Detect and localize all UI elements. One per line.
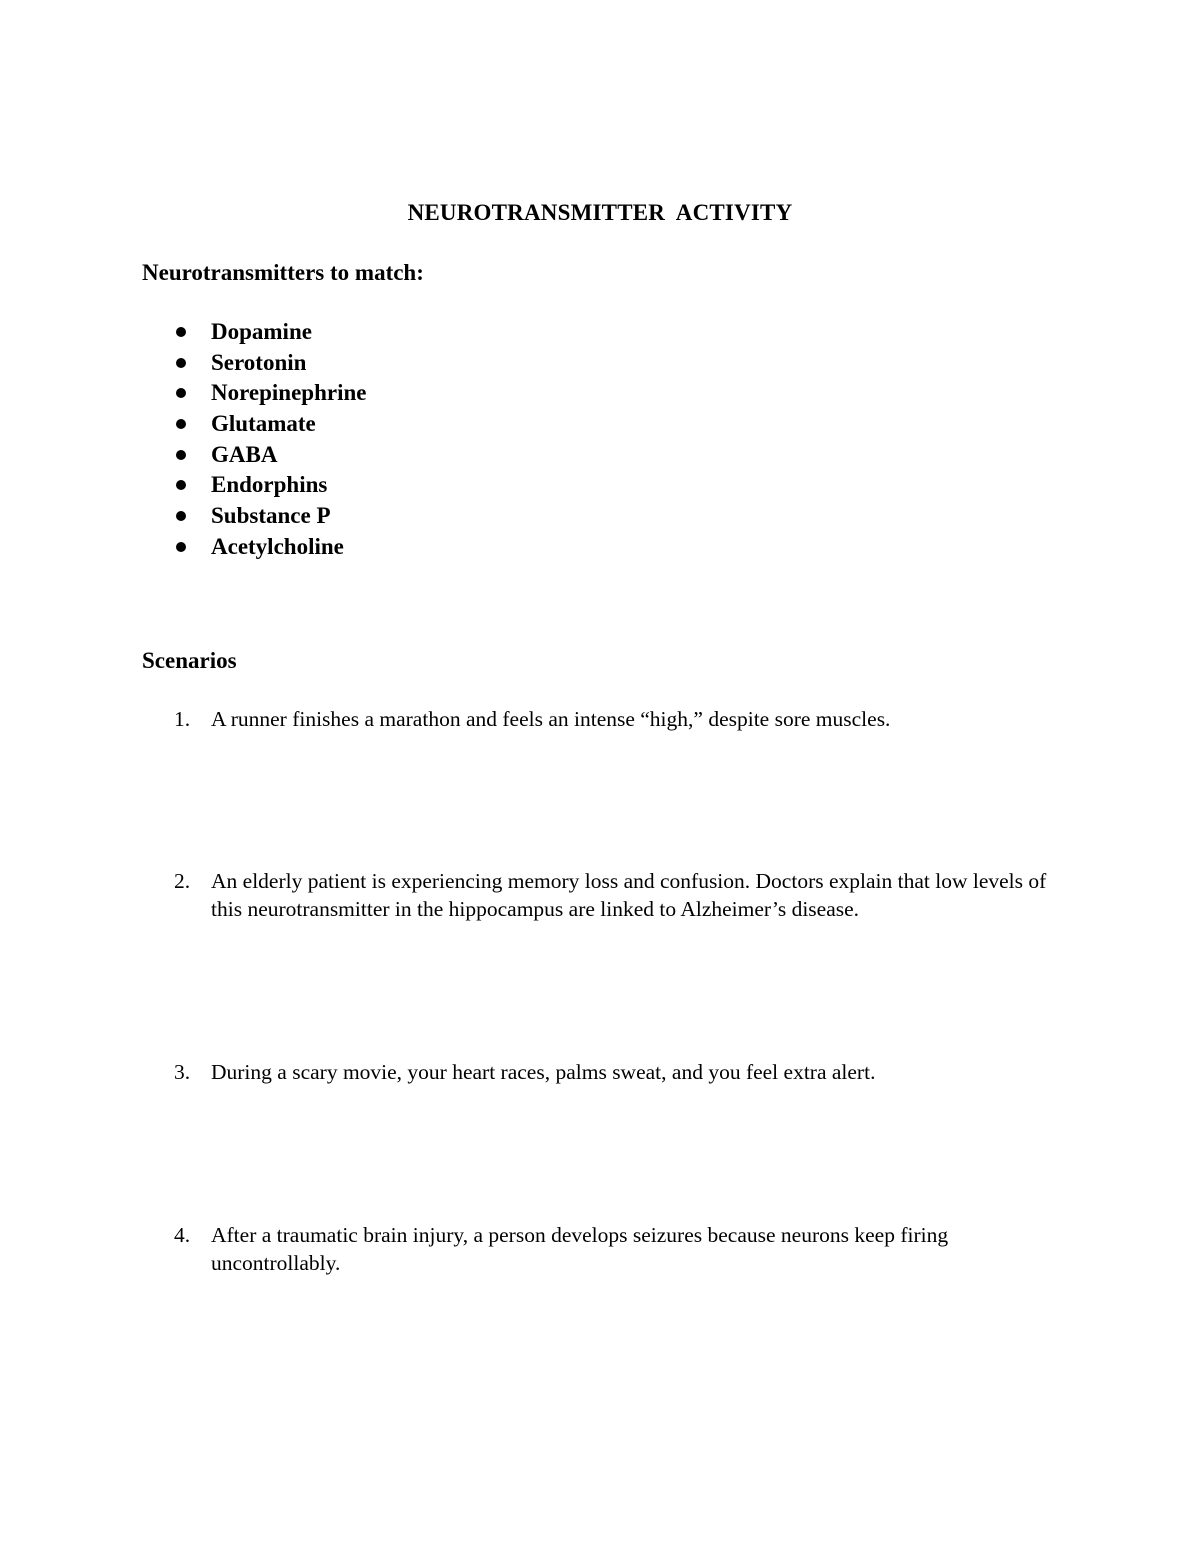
scenario-text: During a scary movie, your heart races, palms sweat, and you feel extra alert.	[211, 1060, 876, 1084]
bullet-icon	[176, 327, 186, 337]
neurotransmitter-label: Substance P	[211, 503, 331, 529]
bullet-icon	[176, 450, 186, 460]
scenario-text: After a traumatic brain injury, a person develops seizures because neurons keep firing uncontrollably.	[211, 1223, 949, 1275]
bullet-icon	[176, 511, 186, 521]
bullet-icon	[176, 358, 186, 368]
match-heading: Neurotransmitters to match:	[142, 260, 424, 285]
scenario-number: 2.	[174, 869, 191, 893]
bullet-icon	[176, 388, 186, 398]
scenario-text: An elderly patient is experiencing memory loss and confusion. Doctors explain that low levels of this neurotransmitter in the hippocampus are linked to Alzheimer’s disease.	[211, 869, 1047, 921]
scenarios-heading: Scenarios	[142, 648, 237, 673]
scenario-text: A runner finishes a marathon and feels an intense “high,” despite sore muscles.	[211, 707, 891, 731]
neurotransmitter-label: GABA	[211, 441, 278, 467]
page-title: NEUROTRANSMITTER ACTIVITY	[407, 200, 793, 225]
neurotransmitter-label: Glutamate	[211, 411, 316, 437]
bullet-icon	[176, 419, 186, 429]
bullet-icon	[176, 480, 186, 490]
neurotransmitter-label: Dopamine	[211, 319, 312, 344]
neurotransmitter-label: Endorphins	[211, 472, 328, 498]
neurotransmitter-label: Norepinephrine	[211, 380, 367, 406]
neurotransmitter-label: Acetylcholine	[211, 533, 344, 559]
scenario-number: 1.	[174, 707, 191, 731]
bullet-icon	[176, 542, 186, 552]
scenario-number: 4.	[174, 1223, 191, 1247]
scenario-number: 3.	[174, 1060, 191, 1084]
neurotransmitter-label: Serotonin	[211, 349, 307, 375]
